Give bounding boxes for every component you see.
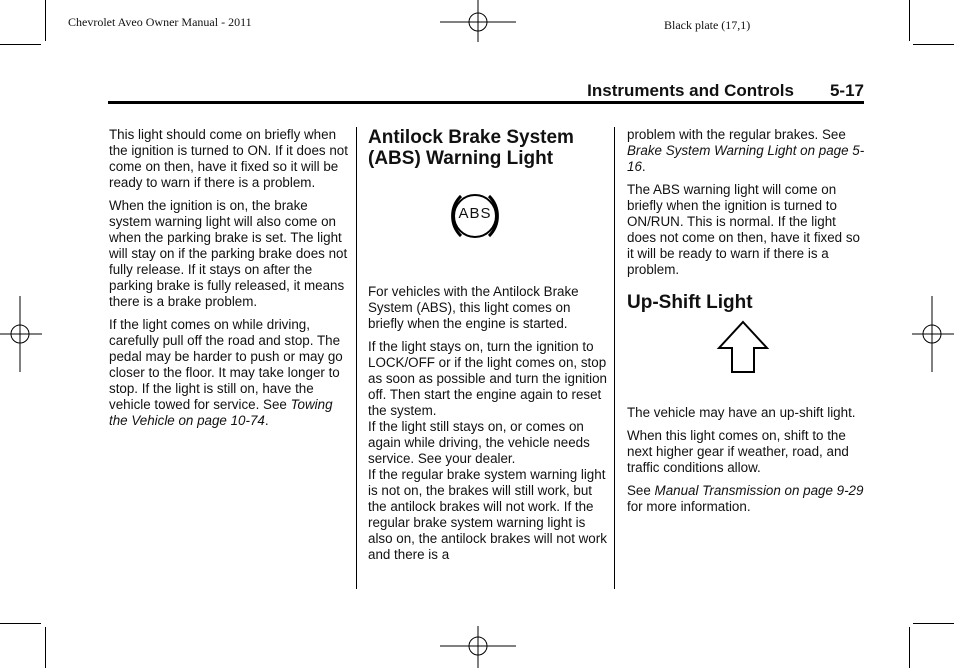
cross-reference-link[interactable]: Brake System Warning Light on page 5-16: [627, 143, 865, 174]
plate-label: Black plate (17,1): [664, 18, 751, 32]
registration-target-top: [440, 0, 516, 42]
paragraph: This light should come on briefly when the ignition is turned to ON. If it does not come on then, have it fixed so it will be ready to warn if there is a problem.: [109, 127, 348, 190]
column-divider: [356, 127, 357, 589]
section-heading-abs: Antilock Brake System (ABS) Warning Light: [368, 127, 574, 169]
paragraph: The ABS warning light will come on briefly when the ignition is turned to ON/RUN. This is normal. If the light does not come on then, have it fixed so it will be ready to warn if there is a problem.: [627, 182, 860, 277]
crop-mark: [913, 623, 954, 624]
page-number: 5-17: [829, 81, 864, 100]
section-heading-upshift: Up-Shift Light: [627, 292, 753, 313]
paragraph: If the light comes on while driving, carefully pull off the road and stop. The pedal may be harder to push or may go closer to the floor. It may take longer to stop. If the light is still on, have the vehicle towed for service. See Towing the Vehicle on page 10-74.: [109, 317, 343, 428]
column-2: [368, 127, 608, 563]
registration-target-left: [0, 296, 42, 372]
paragraph: If the regular brake system warning light is not on, the brakes will still work, but the antilock brakes will not work. If the regular brake system warning light is also on, the antilock brakes will not work and there is a: [368, 467, 607, 562]
crop-mark: [45, 627, 46, 668]
manual-title: Chevrolet Aveo Owner Manual - 2011: [68, 15, 252, 29]
up-shift-arrow-icon: [627, 319, 867, 405]
paragraph: If the light stays on, turn the ignition to LOCK/OFF or if the light comes on, stop as soon as possible and turn the ignition off. Then start the engine again to reset the system.: [368, 339, 607, 418]
paragraph: If the light still stays on, or comes on again while driving, the vehicle needs service. See your dealer.: [368, 419, 590, 466]
header-rule: [108, 101, 864, 104]
crop-mark: [909, 627, 910, 668]
abs-icon-label: ABS: [458, 205, 492, 222]
paragraph: When the ignition is on, the brake system warning light will also come on when the parking brake is set. The light will stay on if the parking brake does not fully release. If it stays on after the parking brake is fully released, it means there is a brake problem.: [109, 198, 348, 309]
paragraph: The vehicle may have an up-shift light.: [627, 405, 856, 420]
column-divider: [614, 127, 615, 589]
crop-mark: [45, 0, 46, 41]
registration-target-right: [912, 296, 954, 372]
paragraph: See Manual Transmission on page 9-29 for more information.: [627, 483, 864, 514]
section-title: Instruments and Controls: [587, 81, 794, 100]
crop-mark: [0, 44, 41, 45]
paragraph: problem with the regular brakes. See Brake System Warning Light on page 5-16.: [627, 127, 865, 174]
abs-warning-icon: [368, 179, 608, 270]
running-header: [108, 80, 864, 102]
cross-reference-link[interactable]: Manual Transmission on page 9-29: [654, 483, 864, 498]
registration-target-bottom: [440, 626, 516, 668]
cross-reference-link[interactable]: Towing the Vehicle on page 10-74: [109, 397, 333, 428]
column-1: [109, 127, 349, 436]
column-3: [627, 127, 867, 522]
paragraph: When this light comes on, shift to the next higher gear if weather, road, and traffic conditions allow.: [627, 428, 849, 475]
paragraph: For vehicles with the Antilock Brake System (ABS), this light comes on briefly when the engine is started.: [368, 284, 579, 331]
crop-mark: [909, 0, 910, 41]
crop-mark: [913, 44, 954, 45]
crop-mark: [0, 623, 41, 624]
